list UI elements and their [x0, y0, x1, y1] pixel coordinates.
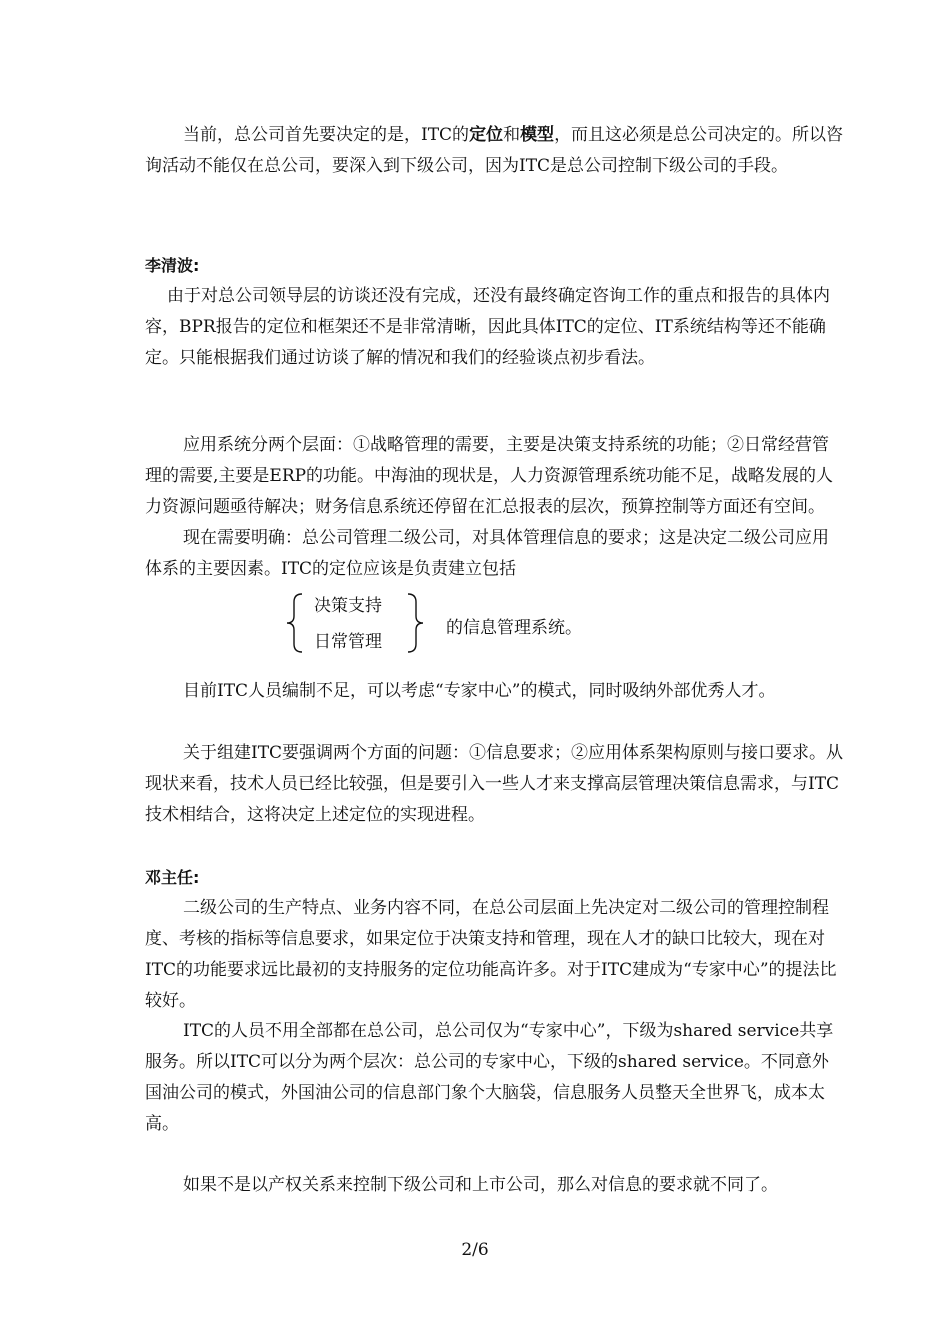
- paragraph-1-text-b: 和: [503, 125, 521, 145]
- paragraph-1-text-a: 当前，总公司首先要决定的是，ITC的: [183, 125, 470, 145]
- brace-list: [284, 592, 644, 662]
- paragraph-7: 二级公司的生产特点、业务内容不同，在总公司层面上先决定对二级公司的管理控制程度、考核的指标等信息要求，如果定位于决策支持和管理，现在人才的缺口比较大，现在对ITC的功能要求远比最初的支持服务的定位功能高许多。对于ITC建成为“专家中心”的提法比较好。: [145, 898, 837, 1011]
- paragraph-3: 应用系统分两个层面：①战略管理的需要，主要是决策支持系统的功能；②日常经营管理的需要,主要是ERP的功能。中海油的现状是，人力资源管理系统功能不足，战略发展的人力资源问题亟待解决；财务信息系统还停留在汇总报表的层次，预算控制等方面还有空间。: [145, 435, 834, 517]
- paragraph-4: 现在需要明确：总公司管理二级公司，对具体管理信息的要求；这是决定二级公司应用体系的主要因素。ITC的定位应该是负责建立包括: [145, 528, 829, 579]
- brace-suffix-text: 的信息管理系统。: [446, 618, 582, 638]
- paragraph-1-text-c: ，而且这必须是总公司决定的。所以咨询活动不能仅在总公司，要深入到下级公司，因为ITC是总公司控制下级公司的手段。: [145, 125, 844, 176]
- left-brace-icon: [284, 592, 308, 654]
- paragraph-6: 关于组建ITC要强调两个方面的问题：①信息要求；②应用体系架构原则与接口要求。从现状来看，技术人员已经比较强，但是要引入一些人才来支撑高层管理决策信息需求，与ITC技术相结合，这将决定上述定位的实现进程。: [145, 743, 844, 825]
- speaker-director-deng: 邓主任:: [145, 868, 200, 887]
- paragraph-2: 由于对总公司领导层的访谈还没有完成，还没有最终确定咨询工作的重点和报告的具体内容，BPR报告的定位和框架还不是非常清晰，因此具体ITC的定位、IT系统结构等还不能确定。只能根据我们通过访谈了解的情况和我们的经验谈点初步看法。: [145, 286, 830, 368]
- paragraph-1: [145, 120, 845, 182]
- right-brace-icon: [402, 592, 426, 654]
- paragraph-8: ITC的人员不用全部都在总公司，总公司仅为“专家中心”，下级为shared service共享服务。所以ITC可以分为两个层次：总公司的专家中心，下级的shared service。不同意外国油公司的模式，外国油公司的信息部门象个大脑袋，信息服务人员整天全世界飞，成本太高。: [145, 1021, 834, 1134]
- paragraph-5: 目前ITC人员编制不足，可以考虑“专家中心”的模式，同时吸纳外部优秀人才。: [183, 681, 776, 701]
- bold-term-model: 模型: [520, 125, 555, 145]
- paragraph-9: 如果不是以产权关系来控制下级公司和上市公司，那么对信息的要求就不同了。: [183, 1175, 778, 1195]
- brace-item-daily-management: 日常管理: [314, 632, 382, 652]
- page-number: 2/6: [461, 1240, 489, 1260]
- bold-term-positioning: 定位: [469, 125, 504, 145]
- brace-item-decision-support: 决策支持: [314, 596, 382, 616]
- speaker-li-qingbo: 李清波:: [145, 256, 200, 275]
